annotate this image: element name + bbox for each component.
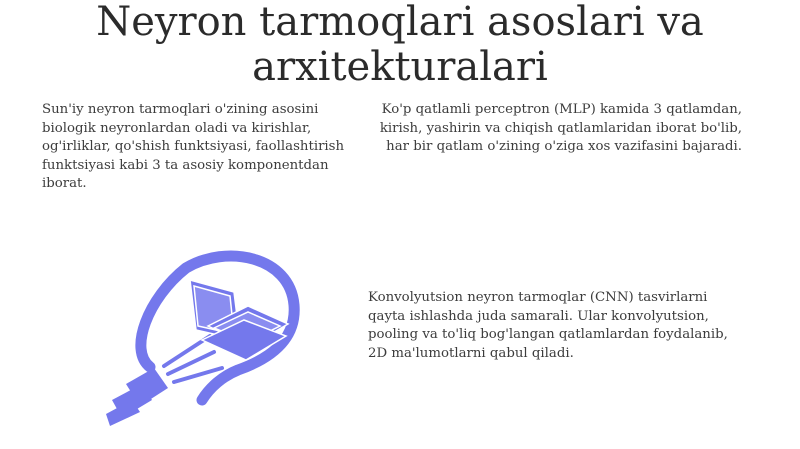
title-line-1: Neyron tarmoqlari asoslari va (96, 0, 704, 45)
text-block-mlp: Ko'p qatlamli perceptron (MLP) kamida 3 qatlamdan, kirish, yashirin va chiqish qatlamlaridan iborat bo'lib, har bir qatlam o'zining o'ziga xos vazifasini bajaradi. (379, 102, 742, 154)
text-block-neurons: Sun'iy neyron tarmoqlari o'zining asosini biologik neyronlardan oladi va kirishlar, og'irliklar, qo'shish funktsiyasi, faollashtirish funktsiyasi kabi 3 ta asosiy komponentdan iborat. (42, 102, 345, 191)
text-block-cnn: Konvolyutsion neyron tarmoqlar (CNN) tasvirlarni qayta ishlashda juda samarali. Ular konvolyutsion, pooling va to'liq bog'langan qatlamlardan foydalanib, 2D ma'lumotlarni qabul qiladi. (368, 290, 728, 361)
slide-title (0, 0, 800, 90)
title-line-2: arxitekturalari (252, 44, 548, 90)
lightbulb-book-icon (98, 250, 308, 430)
